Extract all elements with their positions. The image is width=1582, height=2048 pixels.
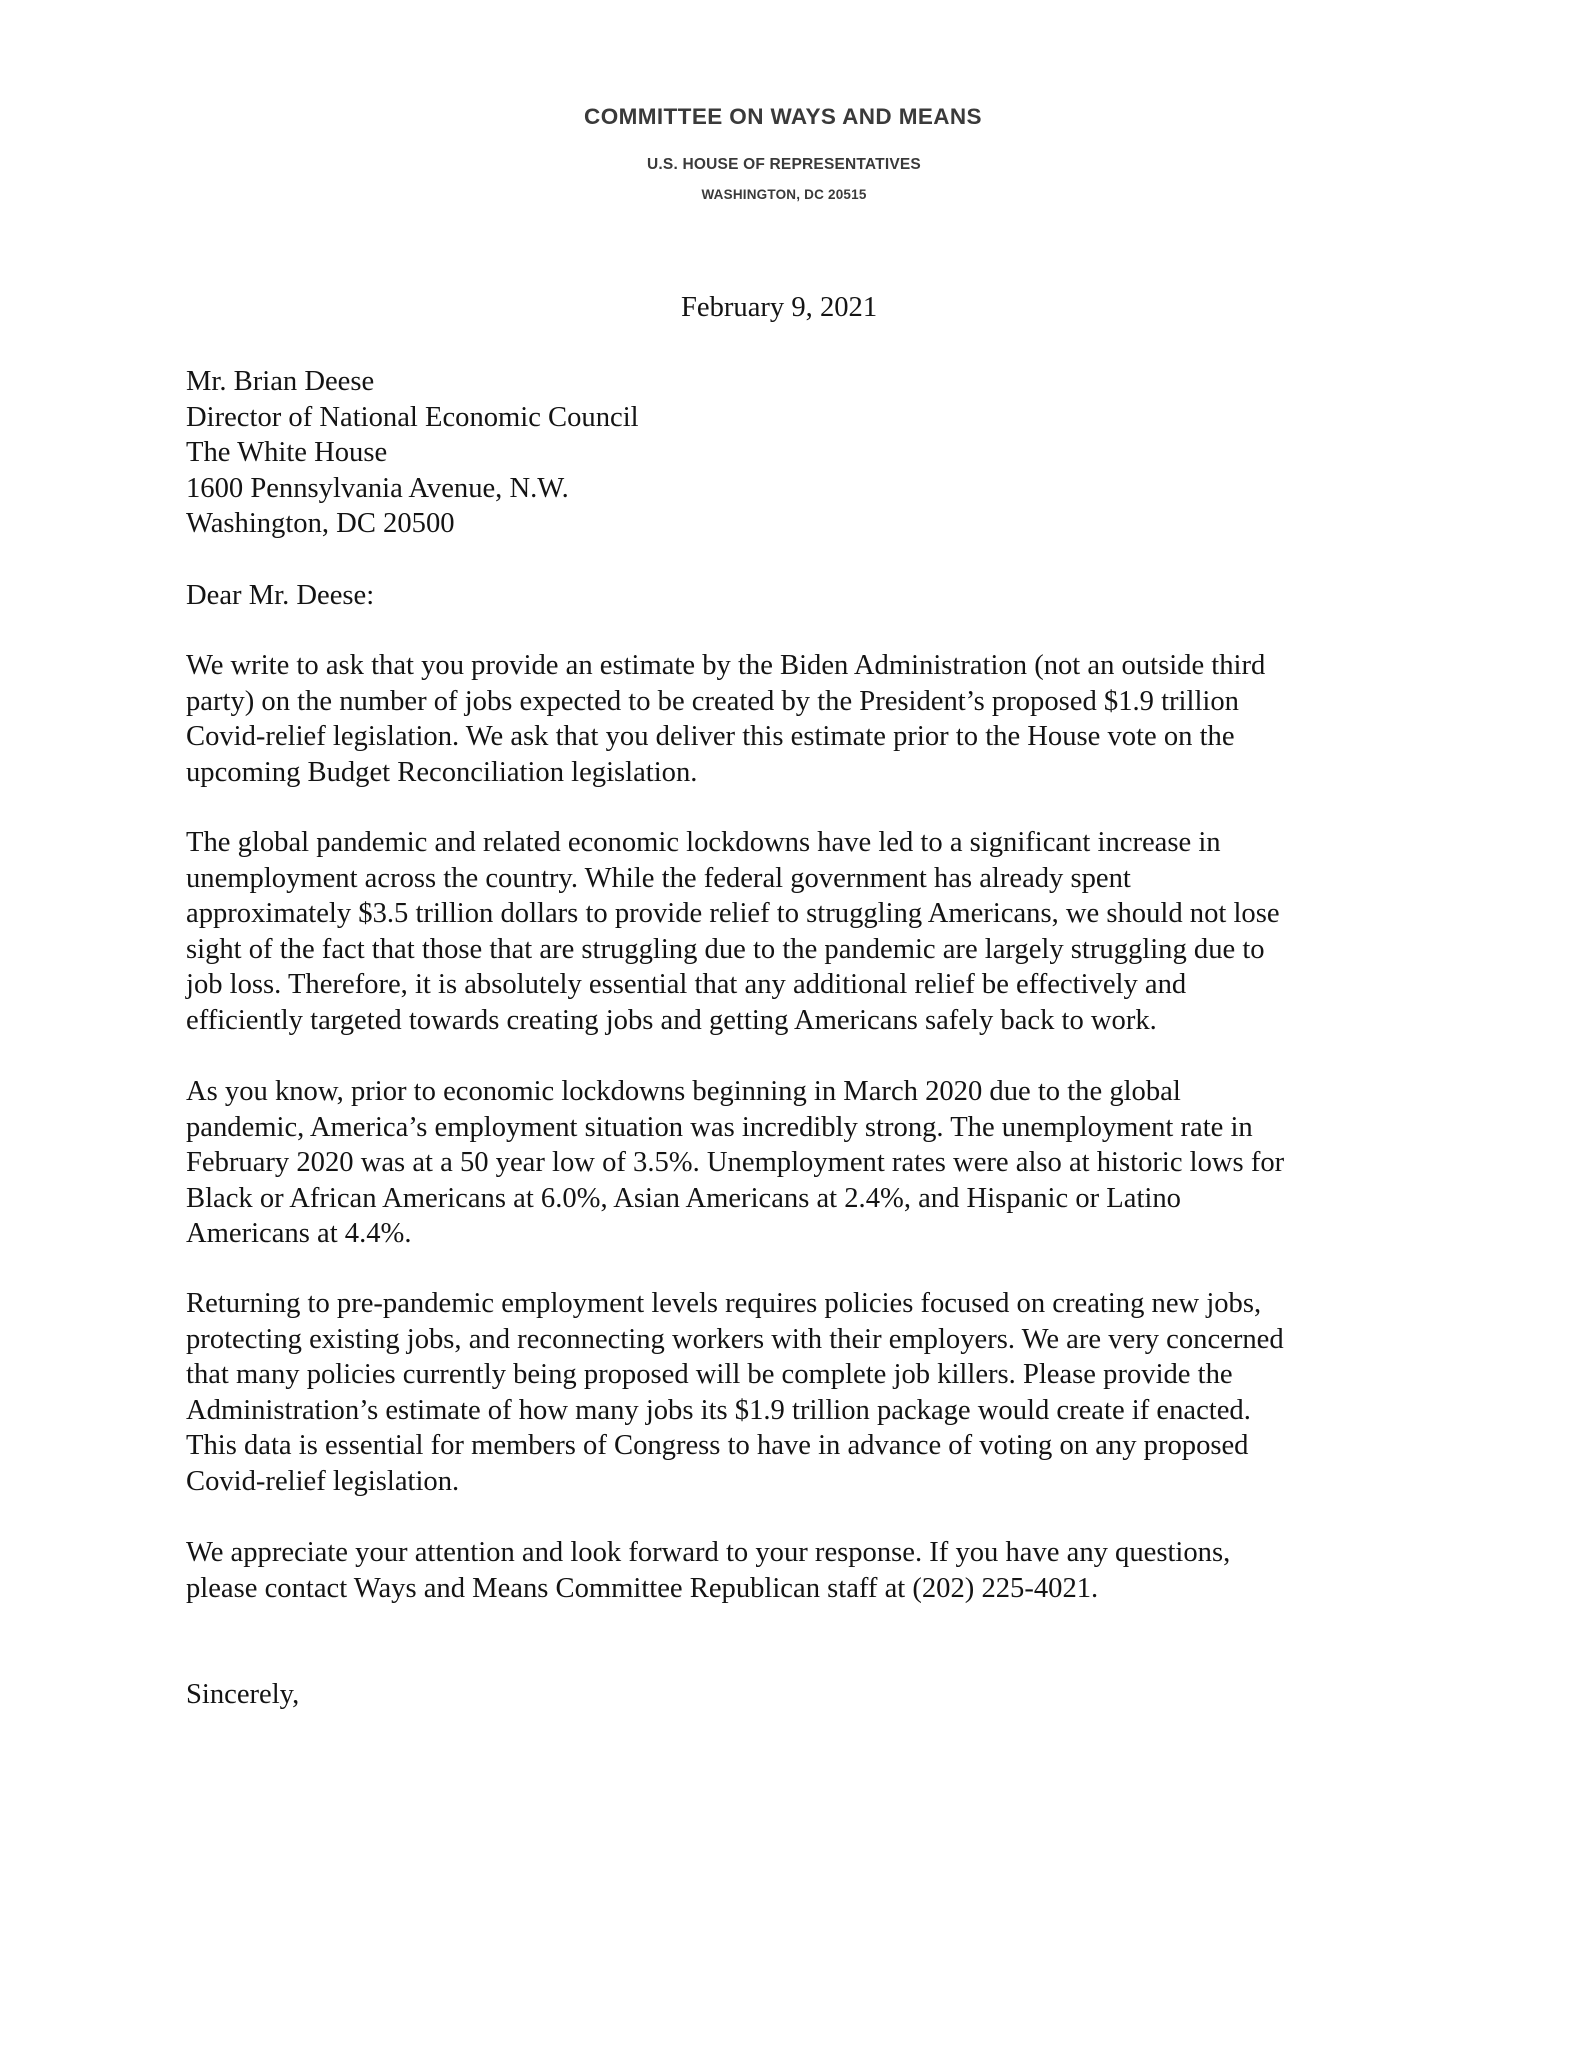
paragraph-line: party) on the number of jobs expected to be created by the President’s proposed $1.9 trillion	[186, 685, 1239, 717]
paragraph-line: Covid-relief legislation. We ask that you deliver this estimate prior to the House vote on the	[186, 721, 1235, 752]
paragraph-line: As you know, prior to economic lockdowns beginning in March 2020 due to the global	[186, 1076, 1181, 1107]
paragraph-5	[186, 1535, 1406, 1606]
recipient-title: Director of National Economic Council	[186, 401, 639, 433]
letter-date: February 9, 2021	[681, 292, 878, 323]
paragraph-4	[186, 1286, 1406, 1499]
paragraph-line: This data is essential for members of Congress to have in advance of voting on any proposed	[186, 1430, 1249, 1461]
paragraph-line: unemployment across the country. While the federal government has already spent	[186, 862, 1131, 894]
recipient-street: 1600 Pennsylvania Avenue, N.W.	[186, 472, 569, 504]
recipient-name: Mr. Brian Deese	[186, 366, 375, 397]
paragraph-line: job loss. Therefore, it is absolutely essential that any additional relief be effectively and	[186, 969, 1187, 1000]
paragraph-line: Black or African Americans at 6.0%, Asian Americans at 2.4%, and Hispanic or Latino	[186, 1182, 1181, 1214]
paragraph-3	[186, 1074, 1406, 1252]
paragraph-line: approximately $3.5 trillion dollars to provide relief to struggling Americans, we should not lose	[186, 898, 1280, 929]
recipient-organization: The White House	[186, 437, 388, 468]
salutation: Dear Mr. Deese:	[186, 580, 375, 611]
paragraph-1	[186, 648, 1406, 790]
paragraph-line: We appreciate your attention and look forward to your response. If you have any questions,	[186, 1537, 1231, 1568]
letterhead-committee: COMMITTEE ON WAYS AND MEANS	[584, 104, 982, 129]
paragraph-line: efficiently targeted towards creating jobs and getting Americans safely back to work.	[186, 1004, 1157, 1036]
recipient-address	[186, 364, 639, 542]
closing: Sincerely,	[186, 1679, 300, 1710]
paragraph-2	[186, 825, 1406, 1038]
recipient-city: Washington, DC 20500	[186, 508, 455, 539]
paragraph-line: pandemic, America’s employment situation was incredibly strong. The unemployment rate in	[186, 1111, 1253, 1143]
paragraph-line: that many policies currently being proposed will be complete job killers. Please provide the	[186, 1359, 1233, 1390]
letterhead-city: WASHINGTON, DC 20515	[701, 187, 867, 202]
paragraph-line: February 2020 was at a 50 year low of 3.5%. Unemployment rates were also at historic lows for	[186, 1147, 1285, 1178]
paragraph-line: upcoming Budget Reconciliation legislation.	[186, 756, 698, 788]
paragraph-line: Americans at 4.4%.	[186, 1218, 412, 1249]
paragraph-line: Administration’s estimate of how many jobs its $1.9 trillion package would create if enacted.	[186, 1394, 1251, 1426]
paragraph-line: protecting existing jobs, and reconnecting workers with their employers. We are very concerned	[186, 1323, 1284, 1355]
paragraph-line: Covid-relief legislation.	[186, 1465, 460, 1497]
paragraph-line: The global pandemic and related economic lockdowns have led to a significant increase in	[186, 827, 1221, 858]
letterhead-house: U.S. HOUSE OF REPRESENTATIVES	[647, 156, 921, 173]
paragraph-line: Returning to pre-pandemic employment levels requires policies focused on creating new jobs,	[186, 1288, 1262, 1319]
paragraph-line: sight of the fact that those that are struggling due to the pandemic are largely struggling due to	[186, 933, 1265, 965]
paragraph-line: We write to ask that you provide an estimate by the Biden Administration (not an outside third	[186, 650, 1266, 681]
paragraph-line: please contact Ways and Means Committee Republican staff at (202) 225-4021.	[186, 1572, 1099, 1604]
